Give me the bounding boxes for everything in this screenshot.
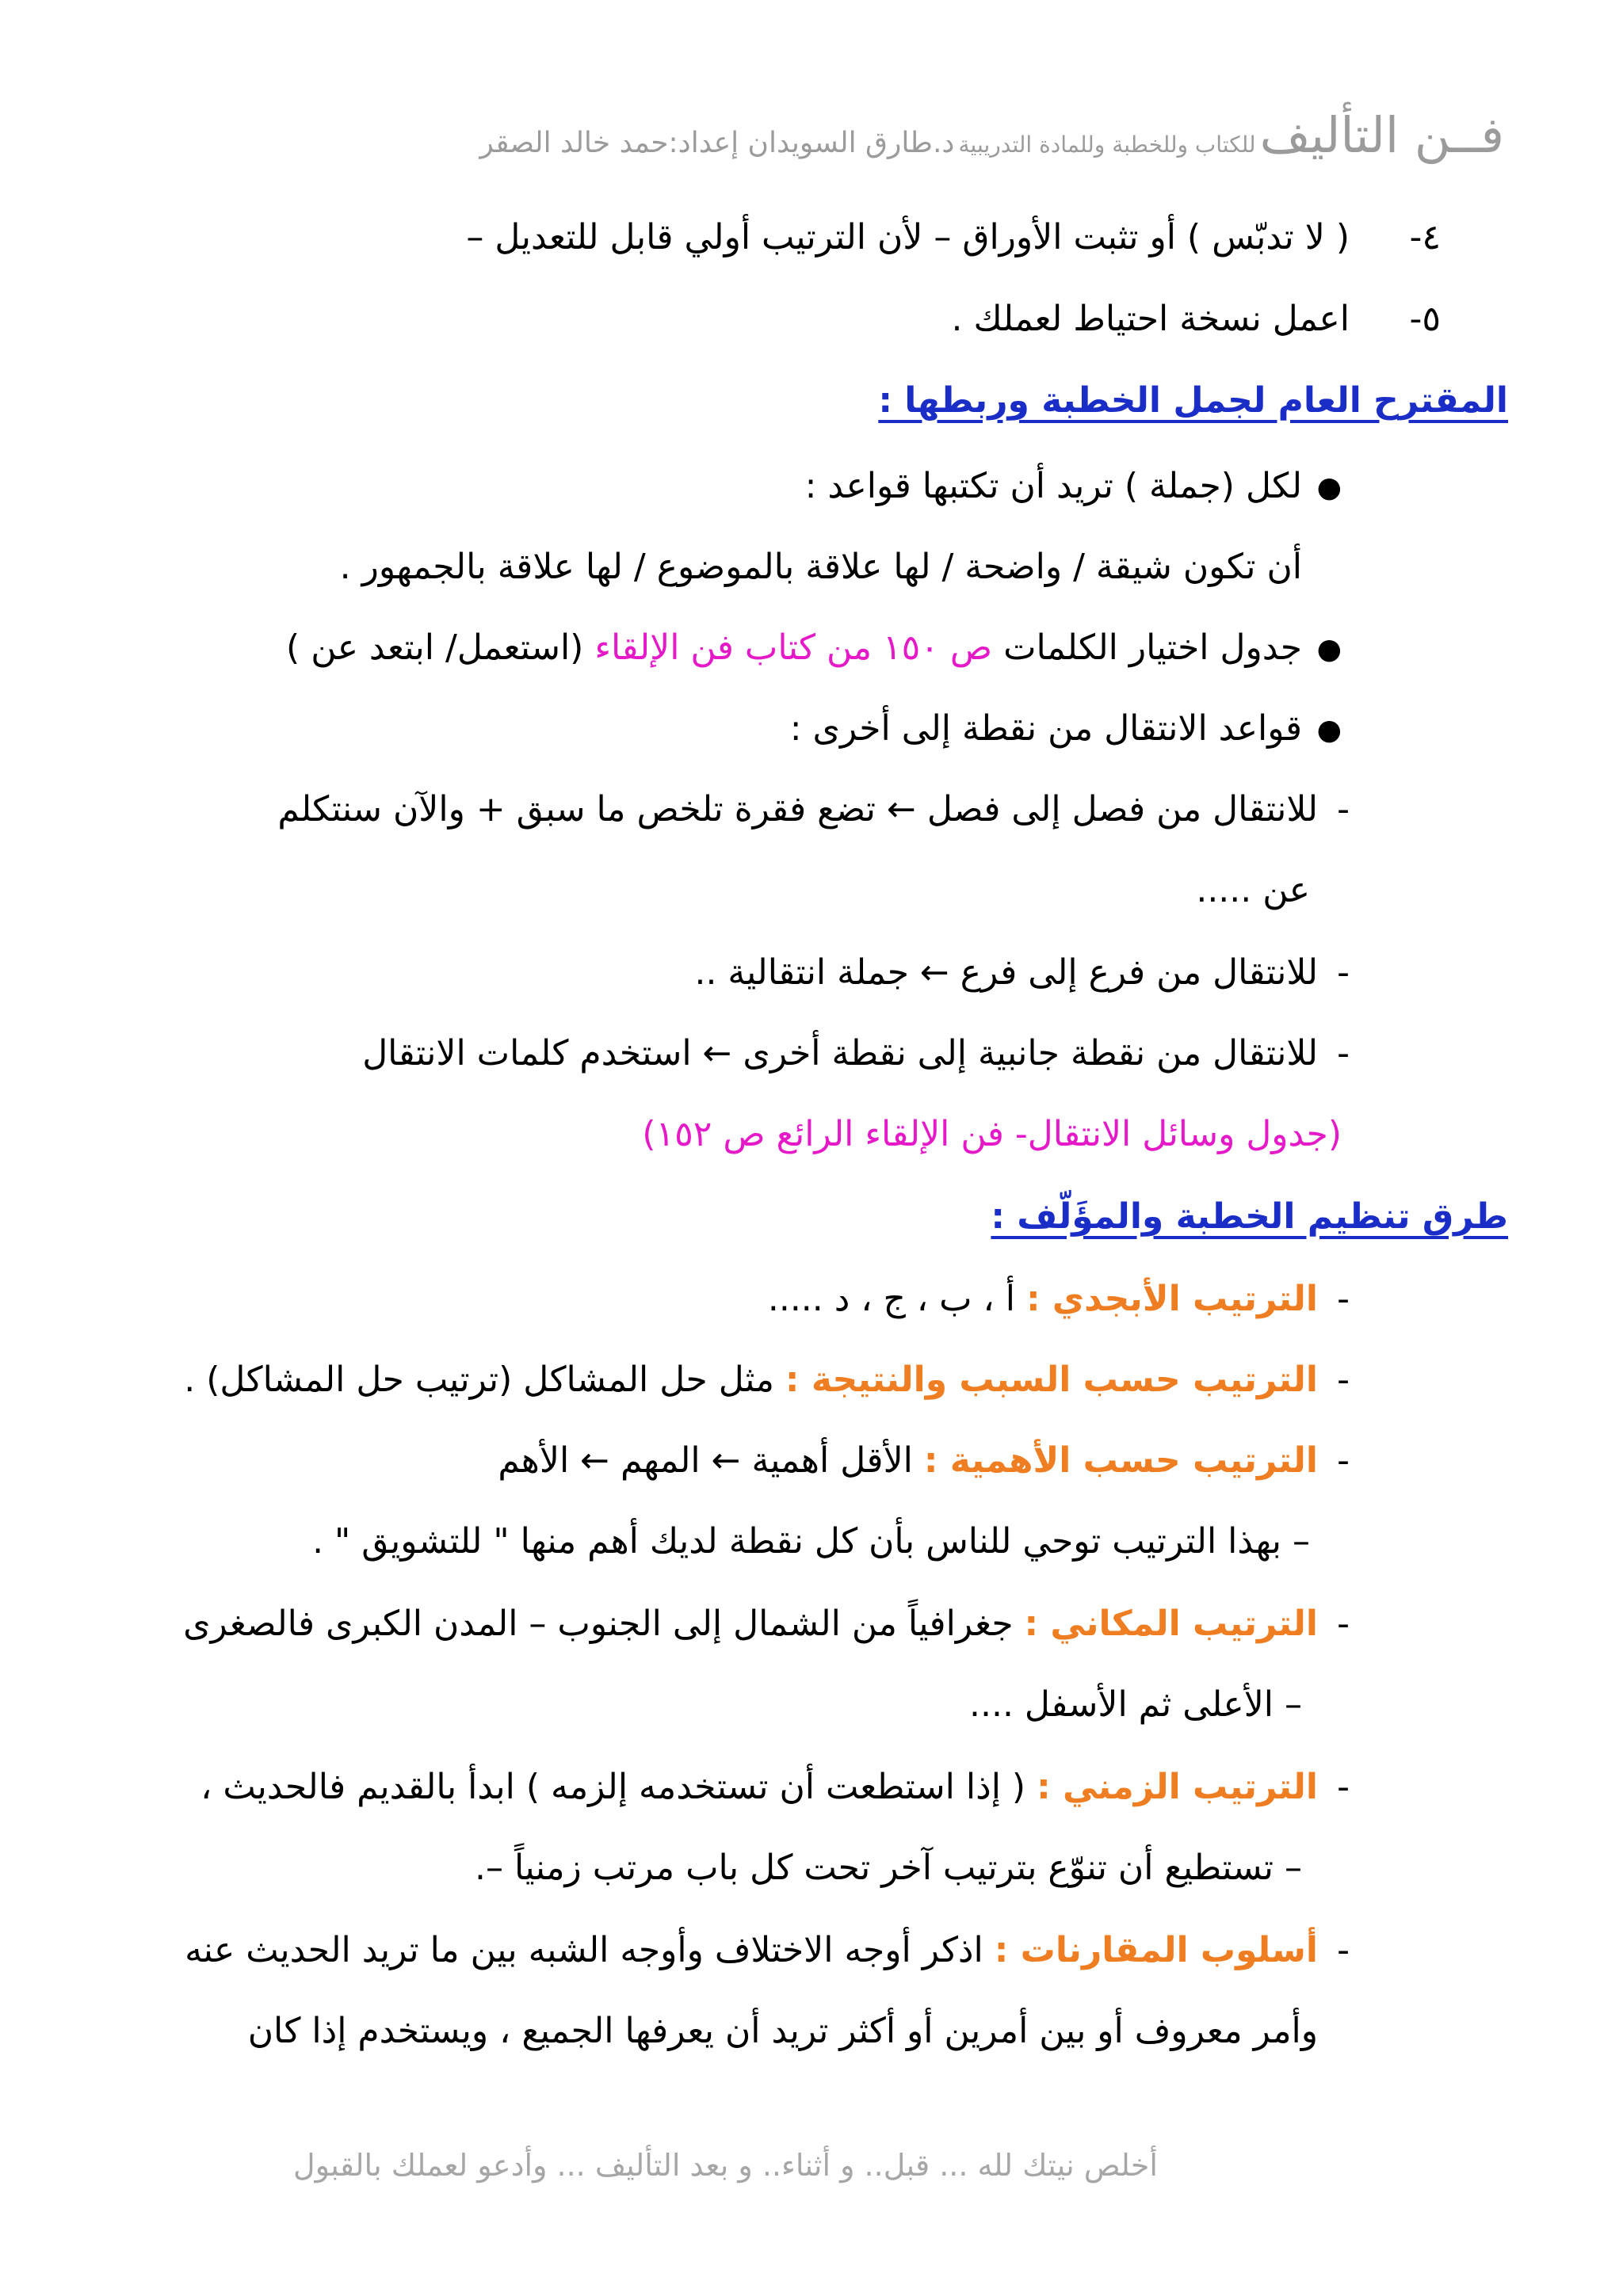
method-comparison-label: أسلوب المقارنات : xyxy=(994,1930,1318,1970)
dash-marker: - xyxy=(1337,1604,1350,1644)
method-chronological xyxy=(200,1765,1318,1810)
header-subtitle: للكتاب وللخطبة وللمادة التدريبية xyxy=(958,132,1256,158)
method-cause-effect-label: الترتيب حسب السبب والنتيجة : xyxy=(785,1360,1318,1400)
transition-branch: للانتقال من فرع إلى فرع ← جملة انتقالية .. xyxy=(694,952,1318,993)
method-importance-note: – بهذا الترتيب توحي للناس بأن كل نقطة لديك أهم منها " للتشويق " . xyxy=(312,1521,1310,1562)
method-alphabetical xyxy=(768,1277,1318,1322)
dash-marker: - xyxy=(1337,1440,1350,1481)
method-alphabetical-text: أ ، ب ، ج ، د ..... xyxy=(767,1279,1015,1319)
page-header xyxy=(238,106,1504,164)
dash-marker: - xyxy=(1337,1033,1350,1074)
dash-marker: - xyxy=(1337,1767,1350,1807)
bullet-transition-rules: قواعد الانتقال من نقطة إلى أخرى : xyxy=(789,708,1302,749)
method-cause-effect-text: مثل حل المشاكل (ترتيب حل المشاكل) . xyxy=(184,1360,774,1400)
method-spatial-label: الترتيب المكاني : xyxy=(1024,1604,1318,1644)
method-chronological-label: الترتيب الزمني : xyxy=(1037,1767,1318,1807)
method-spatial-cont: – الأعلى ثم الأسفل .... xyxy=(969,1684,1302,1725)
bullet-icon: ● xyxy=(1316,471,1342,504)
item-number-4: ٤- xyxy=(1409,217,1441,257)
transition-chapter-cont: عن ..... xyxy=(1196,870,1310,910)
word-table-note: (استعمل/ ابتعد عن ) xyxy=(286,627,584,668)
method-cause-effect xyxy=(184,1358,1318,1402)
bullet-icon: ● xyxy=(1316,633,1342,666)
bullet-word-table xyxy=(286,626,1302,670)
method-spatial-text: جغرافياً من الشمال إلى الجنوب – المدن الكبرى فالصغرى xyxy=(183,1604,1014,1644)
transition-side-point: للانتقال من نقطة جانبية إلى نقطة أخرى ← استخدم كلمات الانتقال xyxy=(362,1033,1318,1074)
transition-chapter: للانتقال من فصل إلى فصل ← تضع فقرة تلخص ما سبق + والآن سنتكلم xyxy=(277,789,1318,830)
item-text-4: ( لا تدبّس ) أو تثبت الأوراق – لأن الترتيب أولي قابل للتعديل – xyxy=(466,217,1350,257)
dash-marker: - xyxy=(1337,952,1350,993)
method-alphabetical-label: الترتيب الأبجدي : xyxy=(1025,1279,1318,1319)
header-title: فــن التأليف xyxy=(1259,106,1504,164)
section-heading-sentences: المقترح العام لجمل الخطبة وربطها : xyxy=(878,380,1508,421)
method-chronological-cont: – تستطيع أن تنوّع بترتيب آخر تحت كل باب مرتب زمنياً –. xyxy=(475,1848,1302,1888)
item-text-5: اعمل نسخة احتياط لعملك . xyxy=(951,299,1350,339)
dash-marker: - xyxy=(1337,789,1350,830)
method-importance xyxy=(498,1439,1318,1483)
method-importance-text: الأقل أهمية ← المهم ← الأهم xyxy=(498,1440,913,1481)
item-number-5: ٥- xyxy=(1409,299,1441,339)
bullet-icon: ● xyxy=(1316,714,1342,746)
dash-marker: - xyxy=(1337,1279,1350,1319)
header-author: د.طارق السويدان إعداد:حمد خالد الصقر xyxy=(479,127,955,159)
dash-marker: - xyxy=(1337,1930,1350,1970)
bullet-sentence-rules-cont: أن تكون شيقة / واضحة / لها علاقة بالموضوع / لها علاقة بالجمهور . xyxy=(339,547,1302,587)
method-chronological-text: ( إذا استطعت أن تستخدمه إلزمه ) ابدأ بالقديم فالحديث ، xyxy=(200,1767,1026,1807)
dash-marker: - xyxy=(1337,1360,1350,1400)
method-importance-label: الترتيب حسب الأهمية : xyxy=(923,1440,1318,1481)
method-spatial xyxy=(183,1602,1318,1646)
word-table-text: جدول اختيار الكلمات xyxy=(1003,627,1302,668)
method-comparison xyxy=(185,1928,1318,1973)
bullet-sentence-rules: لكل (جملة ) تريد أن تكتبها قواعد : xyxy=(804,466,1302,506)
section-heading-organization: طرق تنظيم الخطبة والمؤَلّف : xyxy=(991,1196,1508,1237)
transition-table-reference: (جدول وسائل الانتقال- فن الإلقاء الرائع ص ١٥٢) xyxy=(642,1114,1342,1154)
method-comparison-text: اذكر أوجه الاختلاف وأوجه الشبه بين ما تريد الحديث عنه xyxy=(185,1930,983,1970)
method-comparison-cont: وأمر معروف أو بين أمرين أو أكثر تريد أن يعرفها الجميع ، ويستخدم إذا كان xyxy=(247,2011,1318,2051)
word-table-reference: ص ١٥٠ من كتاب فن الإلقاء xyxy=(594,627,993,668)
page-footer: أخلص نيتك لله ... قبل.. و أثناء.. و بعد التأليف ... وأدعو لعملك بالقبول xyxy=(293,2148,1158,2183)
